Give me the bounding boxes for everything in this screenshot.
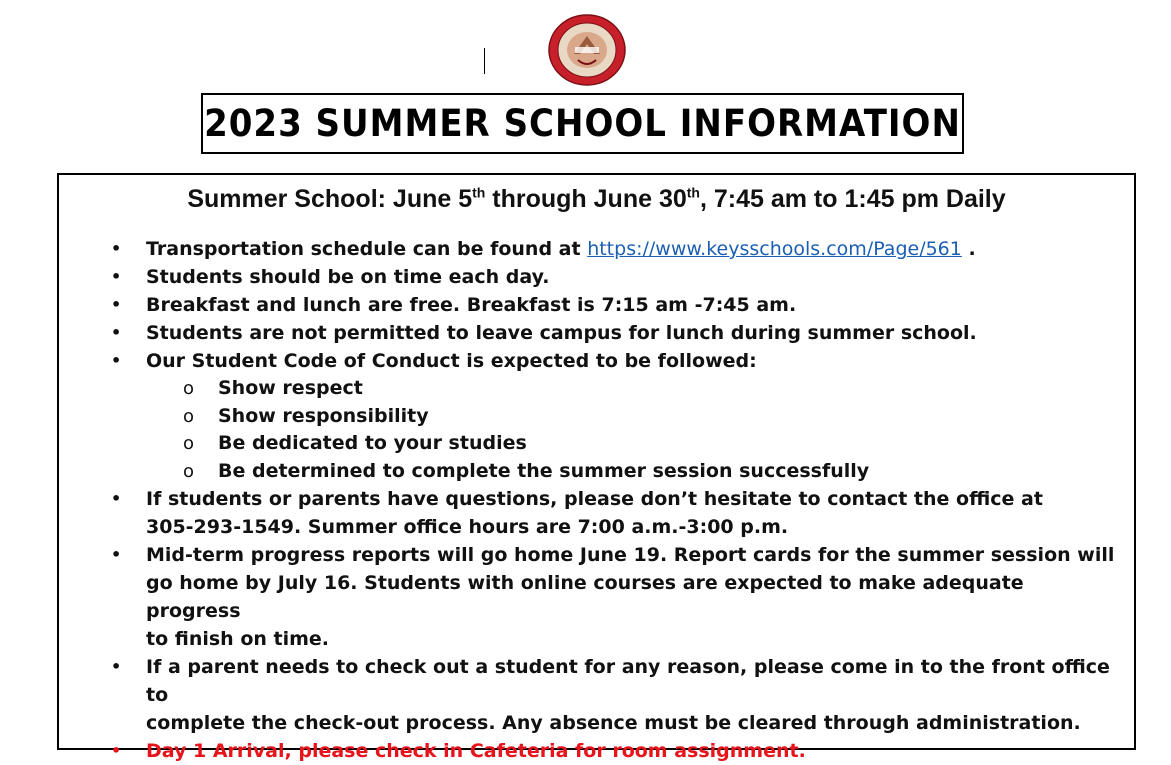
conduct-sublist (59, 375, 1134, 485)
bullet-icon: • (111, 657, 122, 676)
list-item-no-leave (59, 319, 1134, 347)
checkout-line-1: If a parent needs to check out a student for any reason, please come in to the front office to (146, 656, 1110, 706)
conduct-text: Our Student Code of Conduct is expected to be followed: (146, 350, 757, 372)
bullet-icon: • (111, 741, 122, 760)
no-leave-text: Students are not permitted to leave campus for lunch during summer school. (146, 322, 977, 344)
transport-end: . (961, 238, 976, 260)
bullet-icon: • (111, 323, 122, 342)
bullet-icon: • (111, 239, 122, 258)
headline-prefix: Summer School: June 5 (187, 185, 473, 213)
conduct-item-dedicated (59, 430, 1134, 458)
arrival-text: Day 1 Arrival, please check in Cafeteria for room assignment. (146, 740, 806, 762)
list-item-checkout (59, 653, 1134, 737)
questions-line-1: If students or parents have questions, please don’t hesitate to contact the office at (146, 488, 1043, 510)
bullet-icon: • (111, 489, 122, 508)
list-item-transport (59, 235, 1134, 263)
sub-bullet-icon: o (183, 433, 195, 454)
transport-schedule-link[interactable]: https://www.keysschools.com/Page/561 (587, 238, 962, 260)
midterm-line-3: to finish on time. (146, 628, 330, 650)
on-time-text: Students should be on time each day. (146, 266, 550, 288)
headline-sup-2: th (686, 184, 700, 201)
list-item-arrival (59, 737, 1134, 765)
conduct-item-text: Be dedicated to your studies (218, 432, 527, 454)
list-item-questions (59, 485, 1134, 541)
headline-suffix: , 7:45 am to 1:45 pm Daily (699, 185, 1006, 213)
checkout-line-2: complete the check-out process. Any absence must be cleared through administration. (146, 712, 1081, 734)
page-title: 2023 SUMMER SCHOOL INFORMATION (204, 101, 961, 146)
bullet-icon: • (111, 295, 122, 314)
bullet-icon: • (111, 267, 122, 286)
list-item-on-time (59, 263, 1134, 291)
info-box (57, 173, 1136, 762)
bullet-icon: • (111, 545, 122, 564)
conduct-item-determined (59, 458, 1134, 486)
title-box (201, 93, 964, 154)
list-item-breakfast (59, 291, 1134, 319)
midterm-line-2: go home by July 16. Students with online courses are expected to make adequate progress (146, 572, 1024, 622)
conduct-item-responsibility (59, 403, 1134, 431)
list-item-midterm (59, 541, 1134, 653)
bullet-icon: • (111, 351, 122, 370)
text-cursor (484, 48, 485, 74)
conduct-sublist-wrapper (59, 375, 1134, 485)
conduct-item-respect (59, 375, 1134, 403)
conduct-item-text: Show respect (218, 377, 363, 399)
sub-bullet-icon: o (183, 405, 195, 427)
list-item-conduct (59, 347, 1134, 375)
headline-sup-1: th (472, 184, 486, 201)
questions-line-2: 305-293-1549. Summer office hours are 7:00 a.m.-3:00 p.m. (146, 516, 789, 538)
conduct-item-text: Show responsibility (218, 404, 429, 427)
breakfast-text: Breakfast and lunch are free. Breakfast is 7:15 am -7:45 am. (146, 294, 797, 316)
schedule-headline (59, 185, 1134, 214)
headline-middle: through June 30 (485, 185, 687, 213)
midterm-line-1: Mid-term progress reports will go home June 19. Report cards for the summer session will (146, 544, 1115, 566)
info-list (59, 235, 1134, 765)
transport-text: Transportation schedule can be found at (146, 238, 588, 260)
sub-bullet-icon: o (183, 460, 195, 482)
conduct-item-text: Be determined to complete the summer session successfully (218, 459, 870, 482)
school-seal-logo (548, 14, 626, 86)
sub-bullet-icon: o (183, 378, 195, 399)
